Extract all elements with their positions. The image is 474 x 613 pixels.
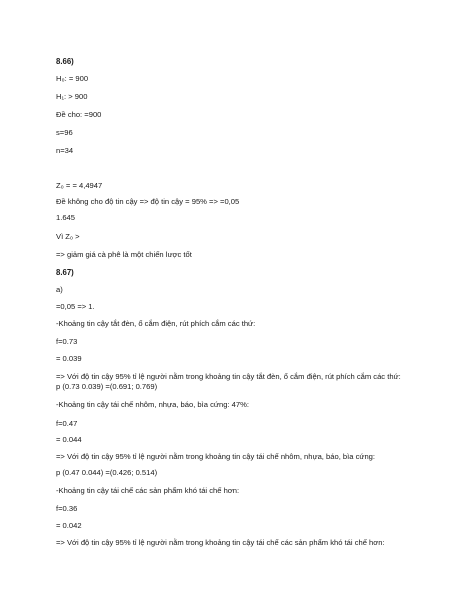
interval-2-margin: = 0.044 [56, 435, 82, 444]
interval-1-statement: => Với độ tin cậy 95% tỉ lệ người nằm trong khoảng tin cậy tắt đèn, ổ cắm điện, rút phích cắm các thứ: [56, 372, 401, 381]
interval-3-title: -Khoảng tin cậy tái chế các sản phẩm khó tái chế hơn: [56, 486, 240, 495]
hypothesis-h1: H₁: > 900 [56, 92, 88, 101]
interval-2-statement: => Với độ tin cậy 95% tỉ lệ người nằm trong khoảng tin cậy tái chế nhôm, nhựa, báo, bìa cứng: [56, 452, 376, 461]
alpha-value: =0,05 => 1. [56, 302, 95, 311]
heading-8-67: 8.67) [56, 268, 74, 277]
conclusion-8-66: => giảm giá cà phê là một chiến lược tốt [56, 250, 192, 259]
given-mean: Đề cho: =900 [56, 110, 102, 119]
interval-3-f: f=0.36 [56, 504, 78, 513]
interval-2-title: -Khoảng tin cậy tái chế nhôm, nhựa, báo, bìa cứng: 47%: [56, 400, 249, 409]
interval-2-result: p (0.47 0.044) =(0.426; 0.514) [56, 468, 158, 477]
comparison: Vì Z₀ > [56, 232, 80, 241]
given-s: s=96 [56, 128, 73, 137]
given-n: n=34 [56, 146, 74, 155]
critical-value: 1.645 [56, 213, 76, 222]
interval-1-f: f=0.73 [56, 337, 78, 346]
interval-3-statement: => Với độ tin cậy 95% tỉ lệ người nằm trong khoảng tin cậy tái chế các sản phẩm khó tái chế hơn: [56, 538, 385, 547]
part-a: a) [56, 285, 63, 294]
hypothesis-h0: H₀: = 900 [56, 74, 89, 83]
z0-value: Z₀ = = 4,4947 [56, 181, 103, 190]
confidence-note: Đề không cho độ tin cậy => độ tin cậy = 95% => =0,05 [56, 197, 240, 206]
interval-1-result: p (0.73 0.039) =(0.691; 0.769) [56, 382, 158, 391]
interval-1-title: -Khoảng tin cậy tắt đèn, ổ cắm điện, rút phích cắm các thứ: [56, 319, 256, 328]
interval-3-margin: = 0.042 [56, 521, 82, 530]
interval-1-margin: = 0.039 [56, 354, 82, 363]
interval-2-f: f=0.47 [56, 419, 78, 428]
heading-8-66: 8.66) [56, 57, 74, 66]
